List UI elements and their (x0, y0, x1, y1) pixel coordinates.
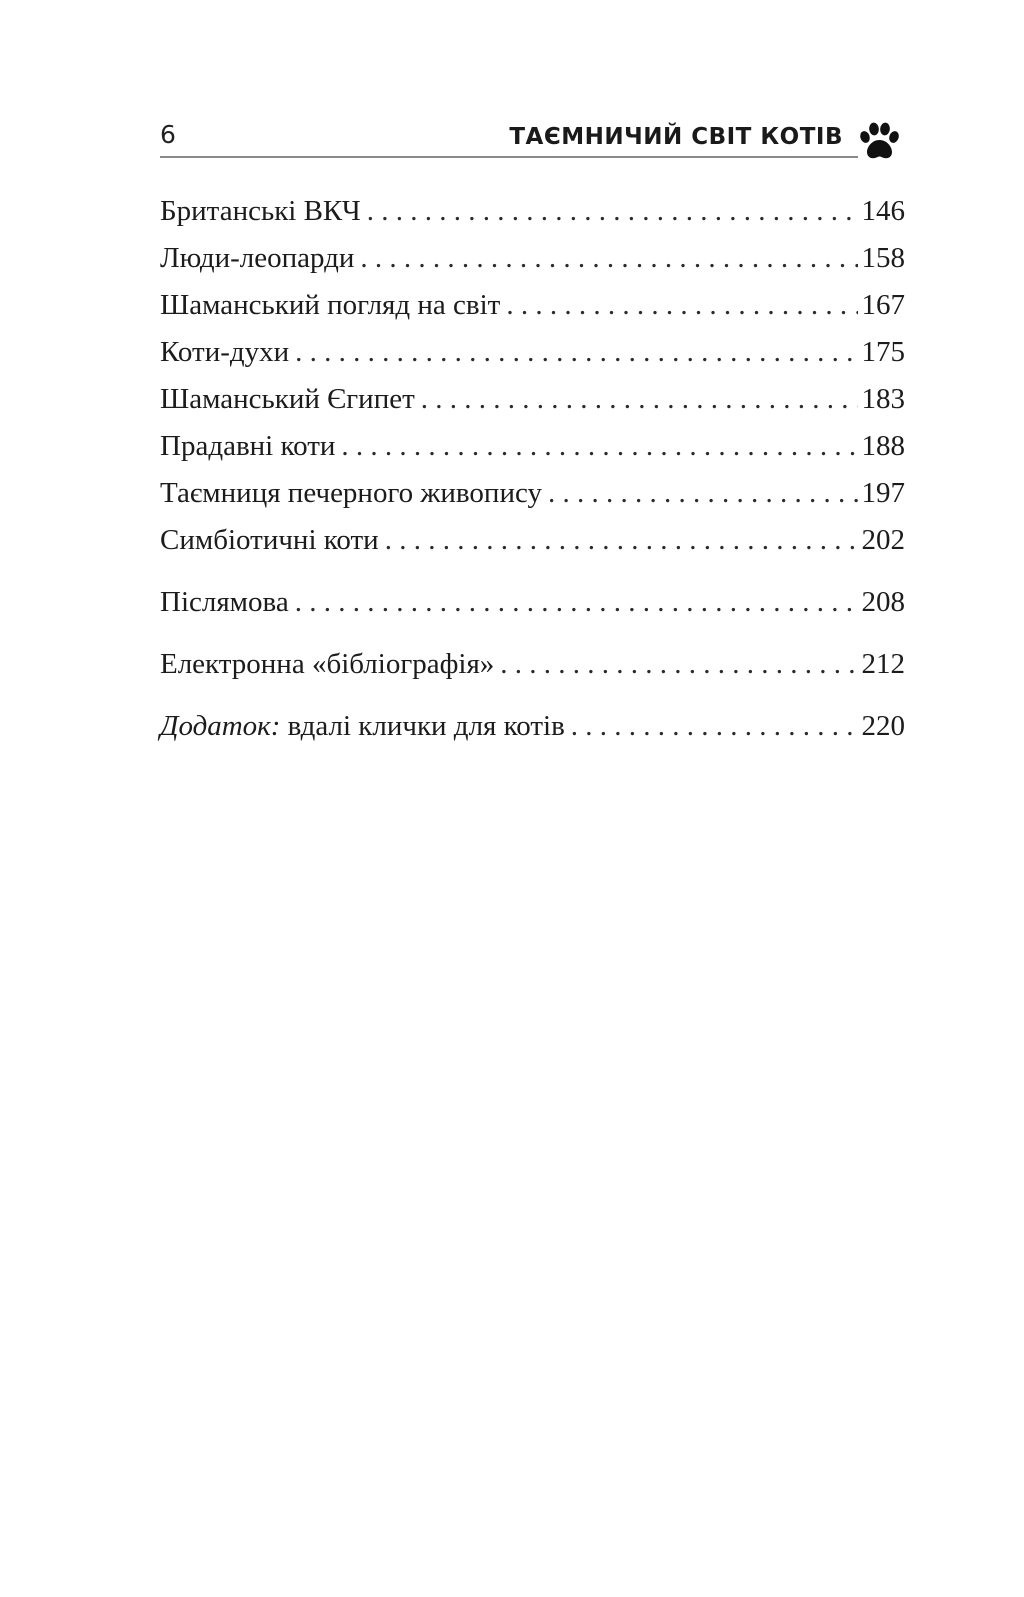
dot-leader (506, 282, 857, 329)
toc-entry (160, 703, 905, 750)
toc-entry-label: Шаманський Єгипет (160, 383, 415, 415)
toc-entry-label: Електронна «бібліографія» (160, 648, 495, 680)
toc-entry (160, 188, 905, 235)
toc-entry-title (160, 423, 335, 470)
toc-entry-title (160, 470, 542, 517)
running-title: ТАЄМНИЧИЙ СВІТ КОТІВ (509, 124, 843, 150)
toc-entry-title (160, 579, 289, 626)
toc-entry-page: 202 (861, 524, 905, 556)
dot-leader (421, 376, 858, 423)
toc-entry-label: Симбіотичні коти (160, 524, 379, 556)
toc-entry (160, 423, 905, 470)
toc-entry-label: Післямова (160, 586, 289, 618)
toc-entry (160, 470, 905, 517)
dot-leader (367, 188, 858, 235)
toc-entry-prefix: Додаток: (160, 710, 281, 742)
paw-icon (857, 120, 901, 164)
toc-entry-label: Шаманський погляд на світ (160, 289, 501, 321)
page-number: 6 (160, 120, 176, 149)
toc-entry (160, 517, 905, 564)
dot-leader (360, 235, 857, 282)
dot-leader (295, 329, 857, 376)
toc-entry-title (160, 329, 289, 376)
toc-entry (160, 376, 905, 423)
toc-entry-title (160, 703, 565, 750)
toc-entry (160, 329, 905, 376)
toc-entry-label: Коти-духи (160, 336, 290, 368)
toc-entry-page: 208 (861, 586, 905, 618)
running-header (160, 110, 905, 170)
toc-entry-title (160, 641, 494, 688)
dot-leader (548, 470, 858, 517)
toc-entry-label: вдалі клички для котів (280, 710, 565, 742)
toc-entry (160, 235, 905, 282)
dot-leader (341, 423, 857, 470)
toc-entry-title (160, 376, 415, 423)
dot-leader (295, 579, 858, 626)
toc-entry-title (160, 235, 354, 282)
toc-entry-page: 197 (861, 477, 905, 509)
toc-entry (160, 579, 905, 626)
dot-leader (571, 703, 858, 750)
toc-entry-page: 188 (861, 430, 905, 462)
toc-entry-page: 167 (861, 289, 905, 321)
toc-entry-page: 158 (861, 242, 905, 274)
toc-entry-label: Люди-леопарди (160, 242, 355, 274)
toc-entry (160, 641, 905, 688)
toc-entry-page: 220 (861, 710, 905, 742)
dot-leader (385, 517, 858, 564)
toc-entry-title (160, 188, 361, 235)
dot-leader (500, 641, 857, 688)
toc-entry-label: Британські ВКЧ (160, 195, 361, 227)
toc-entry-title (160, 517, 379, 564)
toc-entry-page: 175 (861, 336, 905, 368)
toc-entry (160, 282, 905, 329)
toc-entry-title (160, 282, 500, 329)
toc-entry-page: 146 (861, 195, 905, 227)
toc-entry-label: Таємниця печерного живопису (160, 477, 542, 509)
toc-entry-page: 183 (861, 383, 905, 415)
toc-entry-label: Прадавні коти (160, 430, 336, 462)
table-of-contents (160, 188, 905, 750)
header-rule (160, 156, 858, 158)
toc-entry-page: 212 (861, 648, 905, 680)
